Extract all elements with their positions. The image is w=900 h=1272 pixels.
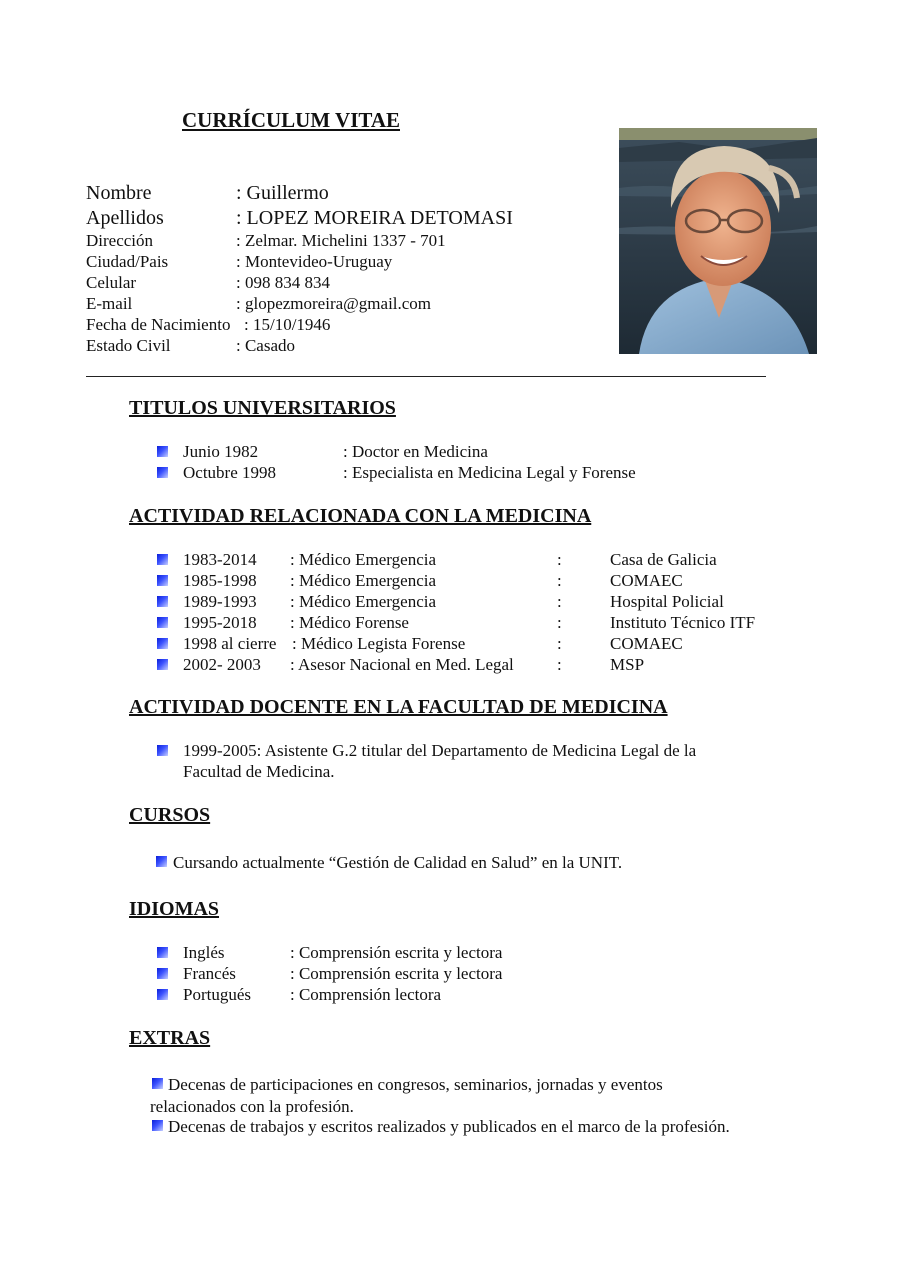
actividad-sep: : <box>557 592 562 611</box>
label-direccion: Dirección <box>86 231 154 250</box>
value-estado-civil: : Casado <box>236 336 296 355</box>
heading-actividad: ACTIVIDAD RELACIONADA CON LA MEDICINA <box>129 505 592 527</box>
actividad-place: Instituto Técnico ITF <box>610 613 756 632</box>
bullet-icon <box>157 617 168 628</box>
actividad-sep: : <box>557 634 562 653</box>
actividad-date: 1998 al cierre <box>183 634 277 653</box>
actividad-role: : Asesor Nacional en Med. Legal <box>290 655 514 674</box>
idioma-lang: Portugués <box>183 985 251 1004</box>
titulo-date: Junio 1982 <box>183 442 259 461</box>
bullet-icon <box>152 1120 163 1131</box>
actividad-date: 1983-2014 <box>183 550 257 569</box>
idioma-lang: Inglés <box>183 943 225 962</box>
actividad-place: Hospital Policial <box>610 592 724 611</box>
heading-docente: ACTIVIDAD DOCENTE EN LA FACULTAD DE MEDICINA <box>129 696 668 718</box>
idioma-level: : Comprensión escrita y lectora <box>290 964 503 983</box>
idioma-level: : Comprensión lectora <box>290 985 442 1004</box>
heading-cursos: CURSOS <box>129 804 211 826</box>
document-title: CURRÍCULUM VITAE <box>182 108 400 132</box>
extras-item-2: Decenas de trabajos y escritos realizados y publicados en el marco de la profesión. <box>168 1117 730 1136</box>
value-fecha-nacimiento: : 15/10/1946 <box>244 315 331 334</box>
bullet-icon <box>157 659 168 670</box>
actividad-place: MSP <box>610 655 645 674</box>
idioma-lang: Francés <box>183 964 236 983</box>
separator-line <box>86 376 766 377</box>
label-ciudad: Ciudad/Pais <box>86 252 169 271</box>
docente-line-2: Facultad de Medicina. <box>183 762 335 781</box>
bullet-icon <box>157 446 168 457</box>
actividad-role: : Médico Emergencia <box>290 592 437 611</box>
actividad-role: : Médico Legista Forense <box>292 634 466 653</box>
bullet-icon <box>157 745 168 756</box>
value-apellidos: : LOPEZ MOREIRA DETOMASI <box>236 207 513 229</box>
bullet-icon <box>157 467 168 478</box>
actividad-role: : Médico Forense <box>290 613 409 632</box>
heading-extras: EXTRAS <box>129 1027 211 1049</box>
value-ciudad: : Montevideo-Uruguay <box>236 252 393 271</box>
titulo-date: Octubre 1998 <box>183 463 277 482</box>
actividad-date: 1989-1993 <box>183 592 257 611</box>
actividad-sep: : <box>557 655 562 674</box>
actividad-sep: : <box>557 550 562 569</box>
bullet-icon <box>157 596 168 607</box>
titulo-desc: : Especialista en Medicina Legal y Forense <box>343 463 636 482</box>
actividad-place: Casa de Galicia <box>610 550 717 569</box>
heading-idiomas: IDIOMAS <box>129 898 220 920</box>
bullet-icon <box>157 554 168 565</box>
value-celular: : 098 834 834 <box>236 273 330 292</box>
profile-photo <box>619 128 817 354</box>
actividad-place: COMAEC <box>610 634 683 653</box>
value-nombre: : Guillermo <box>236 182 329 204</box>
docente-line-1: 1999-2005: Asistente G.2 titular del Departamento de Medicina Legal de la <box>183 741 697 760</box>
actividad-date: 1985-1998 <box>183 571 257 590</box>
extras-item-1-line-1: Decenas de participaciones en congresos, seminarios, jornadas y eventos <box>168 1075 663 1094</box>
actividad-sep: : <box>557 571 562 590</box>
label-apellidos: Apellidos <box>86 207 164 229</box>
idioma-level: : Comprensión escrita y lectora <box>290 943 503 962</box>
bullet-icon <box>157 947 168 958</box>
bullet-icon <box>157 989 168 1000</box>
bullet-icon <box>156 856 167 867</box>
label-estado-civil: Estado Civil <box>86 336 171 355</box>
label-fecha-nacimiento: Fecha de Nacimiento <box>86 315 231 334</box>
value-email: : glopezmoreira@gmail.com <box>236 294 432 313</box>
bullet-icon <box>157 575 168 586</box>
actividad-date: 2002- 2003 <box>183 655 261 674</box>
cursos-item: Cursando actualmente “Gestión de Calidad en Salud” en la UNIT. <box>173 853 623 872</box>
bullet-icon <box>157 638 168 649</box>
value-direccion: : Zelmar. Michelini 1337 - 701 <box>236 231 446 250</box>
actividad-sep: : <box>557 613 562 632</box>
extras-item-1-line-2: relacionados con la profesión. <box>150 1097 354 1116</box>
actividad-role: : Médico Emergencia <box>290 571 437 590</box>
label-email: E-mail <box>86 294 133 313</box>
titulo-desc: : Doctor en Medicina <box>343 442 488 461</box>
label-nombre: Nombre <box>86 182 152 204</box>
actividad-role: : Médico Emergencia <box>290 550 437 569</box>
heading-titulos: TITULOS UNIVERSITARIOS <box>129 397 396 419</box>
actividad-place: COMAEC <box>610 571 683 590</box>
bullet-icon <box>152 1078 163 1089</box>
actividad-date: 1995-2018 <box>183 613 257 632</box>
label-celular: Celular <box>86 273 137 292</box>
bullet-icon <box>157 968 168 979</box>
